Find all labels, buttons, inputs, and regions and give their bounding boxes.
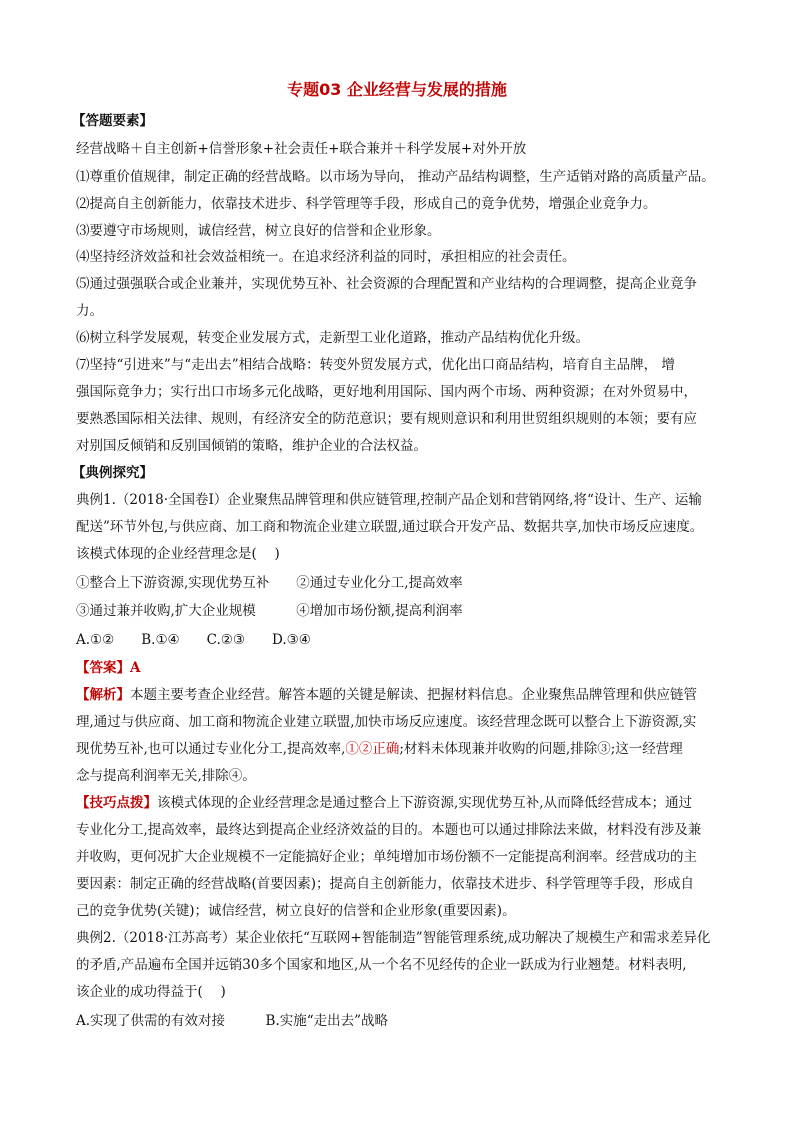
tip-label: 【技巧点拨】 — [76, 795, 157, 811]
section-heading-elements: 【答题要素】 — [72, 113, 153, 129]
point-5-cont: 力。 — [76, 303, 103, 319]
page-title: 专题03 企业经营与发展的措施 — [287, 80, 507, 99]
point-4: ⑷坚持经济效益和社会效益相统一。在追求经济利益的同时，承担相应的社会责任。 — [76, 249, 576, 265]
point-7: ⑺坚持“引进来”与“走出去”相结合战略：转变外贸发展方式，优化出口商品结构，培育自主品牌， 增 — [76, 357, 675, 373]
example2-line-1: 典例2.（2018·江苏高考）某企业依托“互联网+智能制造”智能管理系统,成功解决了规模生产和需求差异化 — [76, 930, 711, 946]
example1-analysis-4: 念与提高利润率无关,排除④。 — [76, 768, 256, 784]
example1-options-1: ①整合上下游资源,实现优势互补 ②通过专业化分工,提高效率 — [76, 575, 463, 591]
example1-line-1: 典例1.（2018·全国卷Ⅰ）企业聚焦品牌管理和供应链管理,控制产品企划和营销网络,将“设计、生产、运输 — [76, 492, 702, 508]
analysis-text: 本题主要考查企业经营。解答本题的关键是解读、把握材料信息。企业聚焦品牌管理和供应链管 — [130, 687, 697, 703]
example1-tip-3: 并收购，更何况扩大企业规模不一定能搞好企业；单纯增加市场份额不一定能提高利润率。经营成功的主 — [76, 849, 697, 865]
point-6: ⑹树立科学发展观，转变企业发展方式，走新型工业化道路，推动产品结构优化升级。 — [76, 330, 589, 346]
point-7-cont-3: 对别国反倾销和反别国倾销的策略，维护企业的合法权益。 — [76, 438, 427, 454]
example1-tip-2: 专业化分工,提高效率，最终达到提高企业经济效益的目的。本题也可以通过排除法来做，材料没有涉及兼 — [76, 822, 702, 838]
example1-options-2: ③通过兼并收购,扩大企业规模 ④增加市场份额,提高利润率 — [76, 603, 463, 619]
example2-line-2: 的矛盾,产品遍布全国并远销30多个国家和地区,从一个名不见经传的企业一跃成为行业翘楚。材料表明, — [76, 957, 687, 973]
point-5: ⑸通过强强联合或企业兼并，实现优势互补、社会资源的合理配置和产业结构的合理调整，提高企业竟争 — [76, 276, 697, 292]
tip-text: 该模式体现的企业经营理念是通过整合上下游资源,实现优势互补,从而降低经营成本；通过 — [157, 795, 693, 811]
point-3: ⑶要遵守市场规则，诚信经营，树立良好的信誉和企业形象。 — [76, 223, 441, 239]
example1-tip-5: 己的竞争优势(关键)；诚信经营，树立良好的信誉和企业形象(重要因素)。 — [76, 903, 516, 919]
summary-line: 经营战略＋自主创新+信誉形象+社会责任+联合兼并＋科学发展+对外开放 — [76, 141, 527, 157]
point-7-cont-1: 强国际竟争力；实行出口市场多元化战略，更好地利用国际、国内两个市场、两种资源；在对外贸易中， — [76, 384, 697, 400]
example1-line-3: 该模式体现的企业经营理念是( ) — [76, 546, 280, 562]
example1-answer: 【答案】A — [76, 660, 141, 676]
point-2: ⑵提高自主创新能力，依靠技术进步、科学管理等手段，形成自己的竟争优势，增强企业竟争力。 — [76, 196, 657, 212]
example1-analysis-2: 理,通过与供应商、加工商和物流企业建立联盟,加快市场反应速度。该经营理念既可以整合上下游资源,实 — [76, 714, 697, 730]
analysis-text: ;材料未体现兼并收购的问题,排除③;这一经营理 — [399, 741, 683, 757]
example1-choices: A.①② B.①④ C.②③ D.③④ — [76, 632, 311, 648]
point-1: ⑴尊重价值规律，制定正确的经营战略。以市场为导向， 推动产品结构调整，生产适销对路的高质量产品。 — [76, 169, 715, 185]
analysis-highlight: ①②正确 — [345, 741, 400, 757]
example2-line-3: 该企业的成功得益于( ) — [76, 984, 226, 1000]
analysis-label: 【解析】 — [76, 687, 130, 703]
analysis-text: 现优势互补,也可以通过专业化分工,提高效率, — [76, 741, 346, 757]
example1-tip-1 — [76, 794, 732, 812]
section-heading-examples: 【典例探究】 — [72, 465, 153, 481]
example1-analysis-1 — [76, 686, 732, 704]
point-7-cont-2: 要熟悉国际相关法律、规则，有经济安全的防范意识；要有规则意识和利用世贸组织规则的本领；要有应 — [76, 411, 697, 427]
example2-options: A.实现了供需的有效对接 B.实施“走出去”战略 — [76, 1013, 389, 1029]
example1-analysis-3 — [76, 740, 732, 758]
example1-line-2: 配送”环节外包,与供应商、加工商和物流企业建立联盟,通过联合开发产品、数据共享,加快市场反应速度。 — [76, 519, 704, 535]
example1-tip-4: 要因素：制定正确的经营战略(首要因素)；提高自主创新能力，依靠技术进步、科学管理等手段，形成自 — [76, 876, 695, 892]
